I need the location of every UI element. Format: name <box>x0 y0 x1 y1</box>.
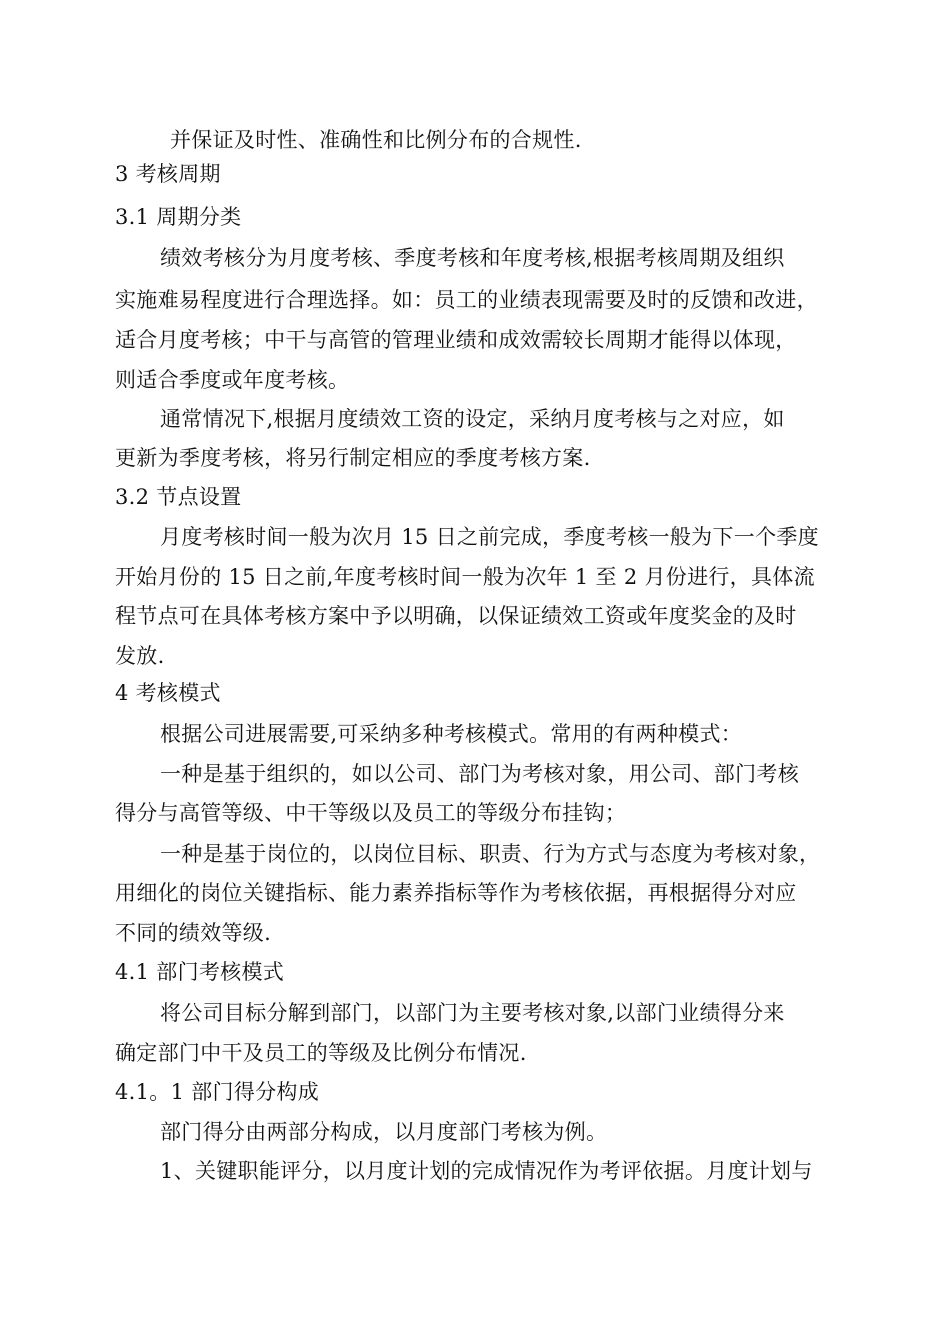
text-line: 开始月份的 15 日之前,年度考核时间一般为次年 1 至 2 月份进行，具体流 <box>115 565 815 589</box>
text-line: 并保证及时性、准确性和比例分布的合规性. <box>170 128 582 152</box>
text-line: 根据公司进展需要,可采纳多种考核模式。常用的有两种模式： <box>160 722 743 746</box>
section-heading: 4 考核模式 <box>115 681 221 705</box>
text-line: 适合月度考核；中干与高管的管理业绩和成效需较长周期才能得以体现， <box>115 328 797 352</box>
text-line: 程节点可在具体考核方案中予以明确，以保证绩效工资或年度奖金的及时 <box>115 604 797 628</box>
subsection-heading: 3.1 周期分类 <box>115 205 242 229</box>
subsection-heading: 3.2 节点设置 <box>115 485 242 509</box>
text-line: 确定部门中干及员工的等级及比例分布情况. <box>115 1041 527 1065</box>
text-line: 用细化的岗位关键指标、能力素养指标等作为考核依据，再根据得分对应 <box>115 881 797 905</box>
text-line: 更新为季度考核，将另行制定相应的季度考核方案. <box>115 446 591 470</box>
text-line: 发放. <box>115 644 165 668</box>
text-line: 通常情况下,根据月度绩效工资的设定，采纳月度考核与之对应，如 <box>160 407 785 431</box>
subsubsection-heading: 4.1。1 部门得分构成 <box>115 1080 320 1104</box>
subsection-heading: 4.1 部门考核模式 <box>115 960 285 984</box>
text-line: 实施难易程度进行合理选择。如：员工的业绩表现需要及时的反馈和改进， <box>115 288 818 312</box>
text-line: 不同的绩效等级. <box>115 921 272 945</box>
text-line: 绩效考核分为月度考核、季度考核和年度考核,根据考核周期及组织 <box>160 246 785 270</box>
text-line: 一种是基于组织的，如以公司、部门为考核对象，用公司、部门考核 <box>160 762 799 786</box>
section-heading: 3 考核周期 <box>115 162 221 186</box>
text-line: 则适合季度或年度考核。 <box>115 368 350 392</box>
text-line: 得分与高管等级、中干等级以及员工的等级分布挂钩； <box>115 801 627 825</box>
text-line: 一种是基于岗位的，以岗位目标、职责、行为方式与态度为考核对象， <box>160 842 821 866</box>
text-line: 将公司目标分解到部门，以部门为主要考核对象,以部门业绩得分来 <box>160 1001 785 1025</box>
text-line: 部门得分由两部分构成，以月度部门考核为例。 <box>160 1120 608 1144</box>
text-line: 月度考核时间一般为次月 15 日之前完成，季度考核一般为下一个季度 <box>160 525 819 549</box>
text-line: 1、关键职能评分，以月度计划的完成情况作为考评依据。月度计划与 <box>160 1159 813 1183</box>
